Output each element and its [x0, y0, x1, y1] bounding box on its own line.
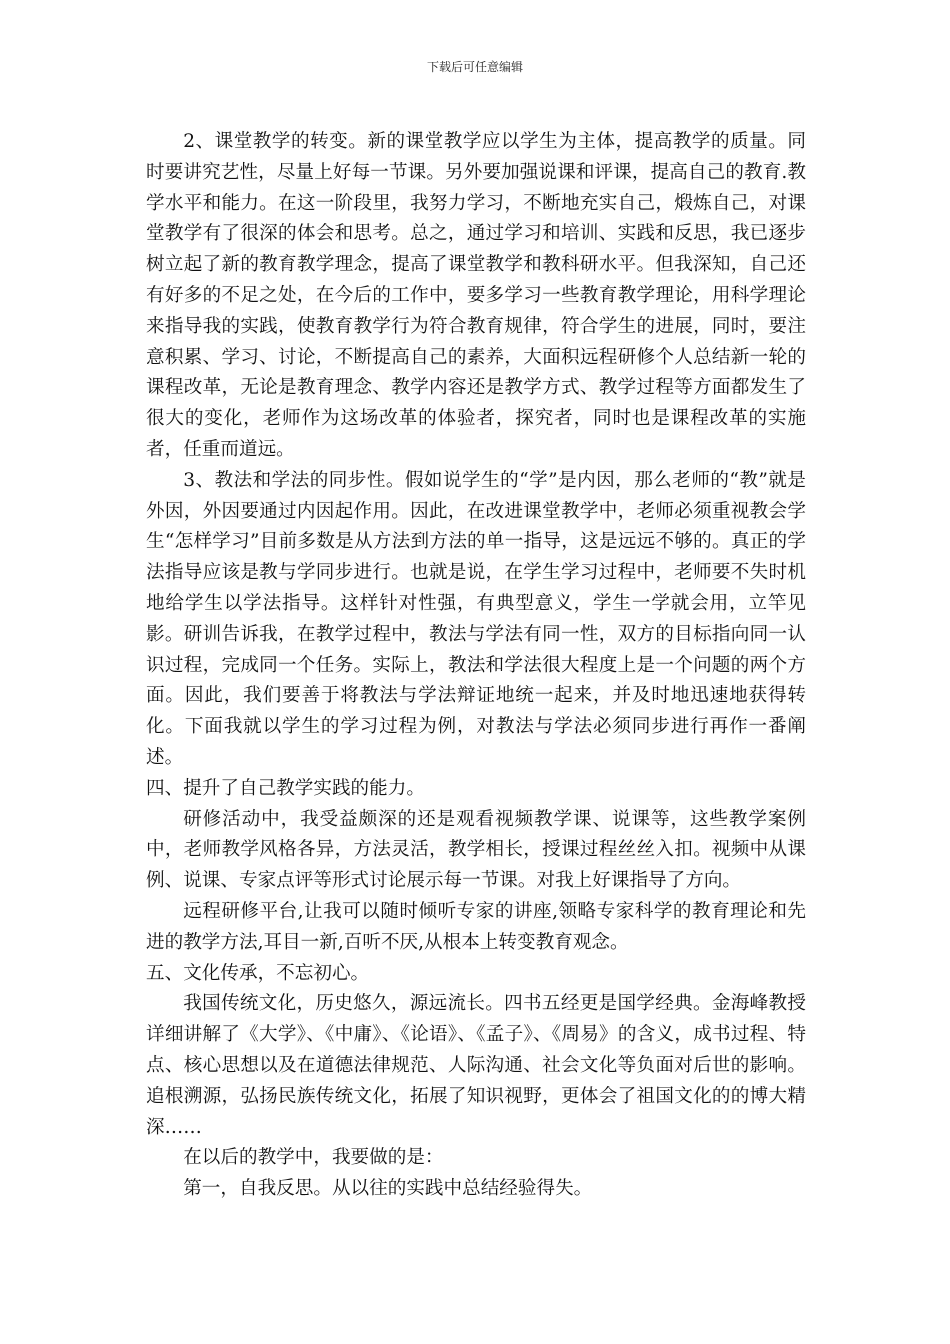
paragraph-future-teaching: 在以后的教学中，我要做的是： — [183, 1147, 444, 1169]
document-body — [146, 127, 806, 1205]
paragraph-video-lessons: 研修活动中，我受益颇深的还是观看视频教学课、说课等，这些教学案例中，老师教学风格各异，方法灵活，教学相长，授课过程丝丝入扣。视频中从课例、说课、专家点评等形式讨论展示每一节课。对我上好课指导了方向。 — [146, 808, 806, 892]
paragraph-remote-platform: 远程研修平台,让我可以随时倾听专家的讲座,领略专家科学的教育理论和先进的教学方法,耳目一新,百听不厌,从根本上转变教育观念。 — [146, 900, 806, 953]
section-heading-culture: 五、文化传承，不忘初心。 — [146, 962, 370, 984]
page-header: 下载后可任意编辑 — [426, 60, 523, 74]
section-heading-practice: 四、提升了自己教学实践的能力。 — [146, 777, 425, 799]
paragraph-self-reflection: 第一，自我反思。从以往的实践中总结经验得失。 — [183, 1178, 593, 1200]
paragraph-teaching-learning-methods: 3、教法和学法的同步性。假如说学生的“学”是内因，那么老师的“教”就是外因，外因要通过内因起作用。因此，在改进课堂教学中，老师必须重视教会学生“怎样学习”目前多数是从方法到方法的单一指导，这是远远不够的。真正的学法指导应该是教与学同步进行。也就是说，在学生学习过程中，老师要不失时机地给学生以学法指导。这样针对性强，有典型意义，学生一学就会用，立竿见影。研训告诉我，在教学过程中，教法与学法有同一性，双方的目标指向同一认识过程，完成同一个任务。实际上，教法和学法很大程度上是一个问题的两个方面。因此，我们要善于将教法与学法辩证地统一起来，并及时地迅速地获得转化。下面我就以学生的学习过程为例，对教法与学法必须同步进行再作一番阐述。 — [146, 469, 806, 768]
paragraph-traditional-culture: 我国传统文化，历史悠久，源远流长。四书五经更是国学经典。金海峰教授详细讲解了《大学》、《中庸》、《论语》、《孟子》、《周易》的含义，成书过程、特点、核心思想以及在道德法律规范、人际沟通、社会文化等负面对后世的影响。追根溯源，弘扬民族传统文化，拓展了知识视野，更体会了祖国文化的的博大精深…… — [146, 993, 806, 1138]
paragraph-classroom-teaching: 2、课堂教学的转变。新的课堂教学应以学生为主体，提高教学的质量。同时要讲究艺性，尽量上好每一节课。另外要加强说课和评课，提高自己的教育.教学水平和能力。在这一阶段里，我努力学习，不断地充实自己，煅炼自己，对课堂教学有了很深的体会和思考。总之，通过学习和培训、实践和反思，我已逐步树立起了新的教育教学理念，提高了课堂教学和教科研水平。但我深知，自己还有好多的不足之处，在今后的工作中，要多学习一些教育教学理论，用科学理论来指导我的实践，使教育教学行为符合教育规律，符合学生的进展，同时，要注意积累、学习、讨论，不断提高自己的素养，大面积远程研修个人总结新一轮的课程改革，无论是教育理念、教学内容还是教学方式、教学过程等方面都发生了很大的变化，老师作为这场改革的体验者，探究者，同时也是课程改革的实施者，任重而道远。 — [146, 131, 806, 460]
